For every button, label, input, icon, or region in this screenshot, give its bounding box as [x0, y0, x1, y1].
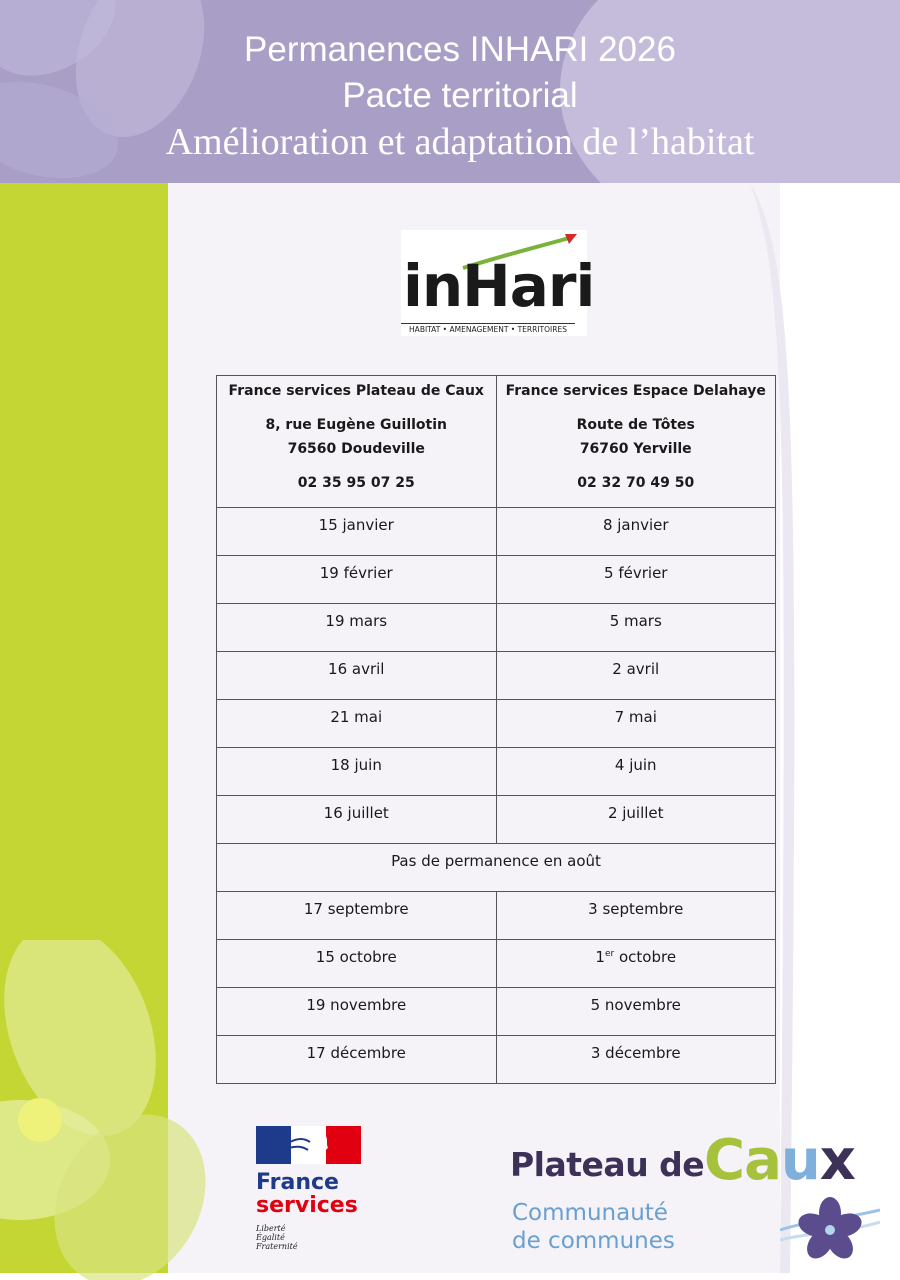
date-cell: 3 septembre: [496, 892, 776, 940]
title-line-1: Permanences INHARI 2026: [244, 30, 676, 69]
date-cell: 2 avril: [496, 652, 776, 700]
date-cell: 2 juillet: [496, 796, 776, 844]
date-cell: 4 juin: [496, 748, 776, 796]
france-services-word-services: services: [256, 1193, 358, 1218]
date-row: [217, 892, 776, 940]
date-cell: [496, 940, 776, 988]
location-name: France services Espace Delahaye: [505, 383, 766, 399]
date-cell: 5 novembre: [496, 988, 776, 1036]
date-cell: 19 mars: [217, 604, 497, 652]
date-row: [217, 796, 776, 844]
france-services-logo: [256, 1126, 366, 1256]
date-cell: 21 mai: [217, 700, 497, 748]
marianne-flag-icon: [256, 1126, 361, 1164]
flower-illustration-bottom: [0, 940, 240, 1280]
date-row: [217, 508, 776, 556]
caux-wordmark: Caux: [704, 1128, 855, 1193]
location-city: 76560 Doudeville: [287, 441, 425, 457]
marianne-profile-icon: [284, 1126, 334, 1164]
date-row: [217, 1036, 776, 1084]
location-city: 76760 Yerville: [579, 441, 692, 457]
date-cell: 17 septembre: [217, 892, 497, 940]
date-cell: 17 décembre: [217, 1036, 497, 1084]
date-cell: 16 avril: [217, 652, 497, 700]
location-doudeville: [217, 376, 497, 508]
de-communes-label: de communes: [512, 1228, 675, 1254]
date-month: octobre: [614, 948, 677, 966]
date-cell: 8 janvier: [496, 508, 776, 556]
date-row: [217, 748, 776, 796]
august-note: Pas de permanence en août: [217, 844, 776, 892]
date-row: [217, 604, 776, 652]
location-phone: 02 32 70 49 50: [577, 475, 695, 491]
header-banner: [0, 0, 900, 183]
plateau-de-caux-logo: [508, 1128, 888, 1263]
flax-flower-icon: [780, 1190, 880, 1265]
date-row: [217, 652, 776, 700]
date-row: [217, 940, 776, 988]
date-number: 1: [595, 948, 605, 966]
inhari-wordmark: inHari: [403, 252, 595, 320]
date-row: [217, 988, 776, 1036]
location-yerville: [496, 376, 776, 508]
inhari-logo: [401, 230, 595, 336]
location-street: 8, rue Eugène Guillotin: [265, 417, 447, 433]
date-row: [217, 700, 776, 748]
date-cell: 19 novembre: [217, 988, 497, 1036]
date-cell: 5 mars: [496, 604, 776, 652]
location-name: France services Plateau de Caux: [228, 383, 484, 399]
date-row: [217, 556, 776, 604]
date-cell: 3 décembre: [496, 1036, 776, 1084]
inhari-tagline: HABITAT • AMENAGEMENT • TERRITOIRES: [401, 323, 575, 334]
location-street: Route de Tôtes: [576, 417, 695, 433]
schedule-table: [216, 375, 776, 1084]
title-line-2: Pacte territorial: [342, 76, 578, 115]
date-cell: 15 janvier: [217, 508, 497, 556]
date-cell: 7 mai: [496, 700, 776, 748]
communaute-label: Communauté: [512, 1200, 668, 1226]
france-services-word-france: France: [256, 1170, 339, 1195]
location-phone: 02 35 95 07 25: [297, 475, 415, 491]
plateau-wordmark: Plateau de: [510, 1145, 705, 1184]
date-cell: 19 février: [217, 556, 497, 604]
republic-motto: Liberté Égalité Fraternité: [256, 1224, 298, 1251]
date-cell: 18 juin: [217, 748, 497, 796]
location-header-row: [217, 376, 776, 508]
date-cell: 5 février: [496, 556, 776, 604]
date-ordinal: er: [604, 949, 615, 959]
august-note-row: [217, 844, 776, 892]
title-line-3: Amélioration et adaptation de l’habitat: [165, 121, 755, 163]
date-cell: 16 juillet: [217, 796, 497, 844]
date-cell: 15 octobre: [217, 940, 497, 988]
